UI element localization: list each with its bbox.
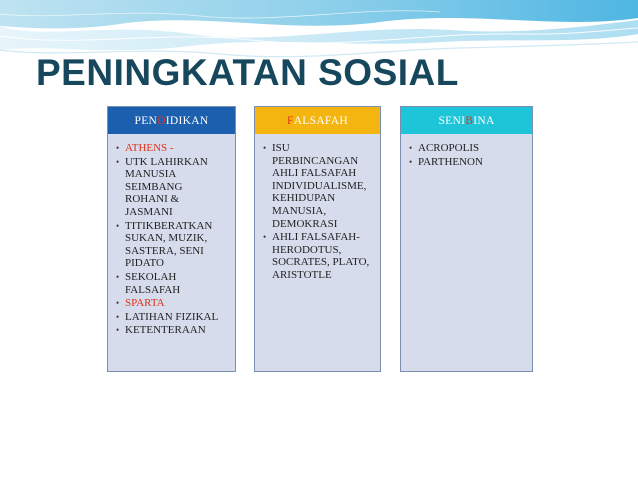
list-item: • ISU PERBINCANGAN AHLI FALSAFAH INDIVIDUALISME, KEHIDUPAN MANUSIA, DEMOKRASI (263, 142, 372, 230)
slide-title: PENINGKATAN SOSIAL (36, 52, 459, 93)
column-body-pendidikan (108, 134, 235, 371)
column-senibina (400, 106, 533, 372)
header-text-pre: SENI (438, 114, 466, 127)
list-item: • KETENTERAAN (116, 324, 227, 337)
column-header-senibina (401, 107, 532, 134)
column-body-senibina (401, 134, 532, 371)
bullet-list (116, 142, 227, 337)
list-item: • ACROPOLIS (409, 142, 524, 155)
column-header-pendidikan (108, 107, 235, 134)
list-item: • TITIKBERATKAN SUKAN, MUZIK, SASTERA, SENI PIDATO (116, 220, 227, 270)
header-text-post: IDIKAN (165, 114, 209, 127)
list-item: • SPARTA (116, 297, 227, 310)
header-text-post: INA (473, 114, 495, 127)
list-item: • PARTHENON (409, 156, 524, 169)
list-item: • UTK LAHIRKAN MANUSIA SEIMBANG ROHANI & JASMANI (116, 156, 227, 219)
column-pendidikan (107, 106, 236, 372)
list-item: • AHLI FALSAFAH- HERODOTUS, SOCRATES, PLATO, ARISTOTLE (263, 231, 372, 281)
list-item: • LATIHAN FIZIKAL (116, 311, 227, 324)
header-text-mark: F (287, 114, 294, 127)
column-header-falsafah (255, 107, 380, 134)
list-item: • ATHENS - (116, 142, 227, 155)
bullet-list (263, 142, 372, 282)
column-falsafah (254, 106, 381, 372)
header-text-pre: PEN (134, 114, 158, 127)
list-item: • SEKOLAH FALSAFAH (116, 271, 227, 296)
header-text-mark: B (465, 114, 474, 127)
header-text-post: ALSAFAH (293, 114, 348, 127)
header-text-mark: D (157, 114, 166, 127)
bullet-list (409, 142, 524, 168)
column-body-falsafah (255, 134, 380, 371)
